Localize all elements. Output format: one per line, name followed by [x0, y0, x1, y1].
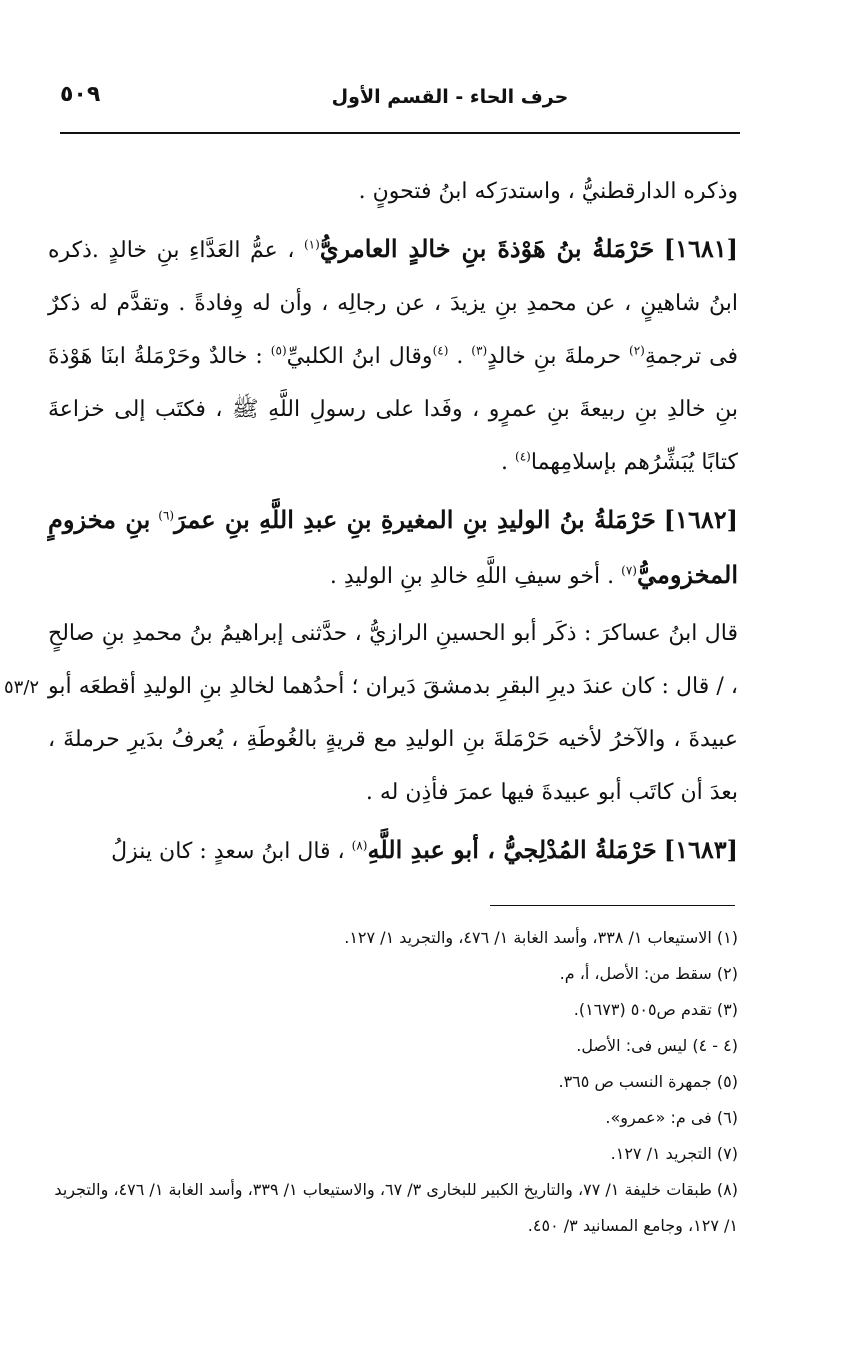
footnote-ref: (١)	[303, 237, 320, 252]
footnote-4: (٤ - ٤) ليس فى: الأصل.	[576, 1036, 738, 1055]
entry-text: : خالدٌ وحَرْمَلةُ ابنَا هَوْذةَ بنِ خالدِ بنِ ربيعةَ بنِ عمرٍو ، وفَدا على رسولِ اللَّهِ ﷺ ، فكتَب إلى خزاعةَ كتابًا يُبَشِّرُهم بإسلامِهما	[48, 344, 738, 475]
footnote-ref: (٤)	[432, 343, 449, 358]
footnote-ref: (٤)	[515, 449, 531, 464]
paragraph-ibn-asakir: قال ابنُ عساكرَ : ذكَر أبو الحسينِ الرازيُّ ، حدَّثنى إبراهيمُ بنُ محمدِ بنِ صالحٍ ، / قال : كان عندَ ديرِ البقرِ بدمشقَ دَيران ؛ أحدُهما لخالدِ بنِ الوليدِ أقطعَه أبو عبيدةَ ، والآخرُ لأخيه حَرْمَلةَ بنِ الوليدِ مع قريةٍ بالغُوطَةِ ، يُعرفُ بدَيرِ حرملةَ ، بعدَ أن كاتَب أبو عبيدةَ فيها عمرَ فأذِن له .	[48, 621, 738, 805]
entry-number: [١٦٨٣]	[663, 835, 738, 864]
footnote-ref: (٦)	[158, 508, 175, 523]
entry-text: حرملةَ بنِ خالدٍ	[487, 344, 622, 369]
entry-1683	[48, 823, 738, 878]
footnote-8: (٨) طبقات خليفة ١/ ٧٧، والتاريخ الكبير للبخارى ٣/ ٦٧، والاستيعاب ١/ ٣٣٩، وأسد الغابة ١/ ٤٧٦، والتجريد ١/ ١٢٧، وجامع المسانيد ٣/ ٤٥٠.	[54, 1180, 738, 1235]
entry-name: حَرْمَلةُ بنُ الوليدِ بنِ المغيرةِ بنِ عبدِ اللَّهِ بنِ عمرَ	[174, 505, 656, 534]
entry-name: حَرْمَلةُ المُدْلِجيُّ ، أبو عبدِ اللَّهِ	[367, 835, 657, 864]
entry-text: ، عمُّ العَدَّاءِ بنِ خالدٍ .ذكره ابنُ شاهينٍ ، عن محمدِ بنِ يزيدَ ، عن رجالِه ، وأن له وِفادةً . وتقدَّم له ذكرٌ فى ترجمةِ	[48, 238, 739, 369]
entry-name: حَرْمَلةُ بنُ هَوْذةَ بنِ خالدٍ العامريُّ	[319, 234, 655, 263]
footnote-ref: (٧)	[621, 563, 637, 578]
page-header	[60, 82, 740, 122]
entry-text: .	[456, 344, 464, 369]
header-rule	[60, 132, 740, 134]
footnote-3: (٣) تقدم ص٥٠٥ (١٦٧٣).	[573, 1000, 738, 1019]
footnote-ref: (٢)	[629, 343, 645, 358]
entry-1681	[48, 222, 738, 489]
footnote-6: (٦) فى م: «عمرو».	[605, 1108, 738, 1127]
footnote-ref: (٥)	[270, 343, 287, 358]
entry-text: .	[501, 450, 509, 475]
footnotes	[48, 920, 738, 1244]
footnote-rule	[490, 905, 735, 906]
entry-name-continued: بنِ مخزومٍ المخزوميُّ	[48, 505, 738, 589]
footnote-7: (٧) التجريد ١/ ١٢٧.	[610, 1144, 738, 1163]
entry-text: . أخو سيفِ اللَّهِ خالدِ بنِ الوليدِ .	[329, 564, 615, 589]
footnote-ref: (٨)	[351, 838, 368, 853]
entry-number: [١٦٨١]	[663, 234, 738, 263]
entry-text: وقال ابنُ الكلبيِّ	[286, 344, 433, 369]
margin-note: ٥٣/٢	[4, 677, 40, 698]
running-title: حرف الحاء - القسم الأول	[331, 86, 569, 108]
entry-number: [١٦٨٢]	[663, 505, 739, 534]
footnote-ref: (٣)	[471, 343, 488, 358]
entry-text: ، قال ابنُ سعدٍ : كان ينزلُ	[111, 839, 345, 864]
entry-1682	[48, 493, 738, 603]
main-text	[48, 165, 738, 878]
footnote-5: (٥) جمهرة النسب ص ٣٦٥.	[558, 1072, 738, 1091]
footnote-2: (٢) سقط من: الأصل، أ، م.	[559, 964, 738, 983]
intro-line: وذكره الدارقطنيُّ ، واستدرَكه ابنُ فتحونٍ .	[358, 179, 738, 204]
footnote-1: (١) الاستيعاب ١/ ٣٣٨، وأسد الغابة ١/ ٤٧٦، والتجريد ١/ ١٢٧.	[344, 928, 738, 947]
page-number: ٥٠٩	[60, 82, 101, 107]
